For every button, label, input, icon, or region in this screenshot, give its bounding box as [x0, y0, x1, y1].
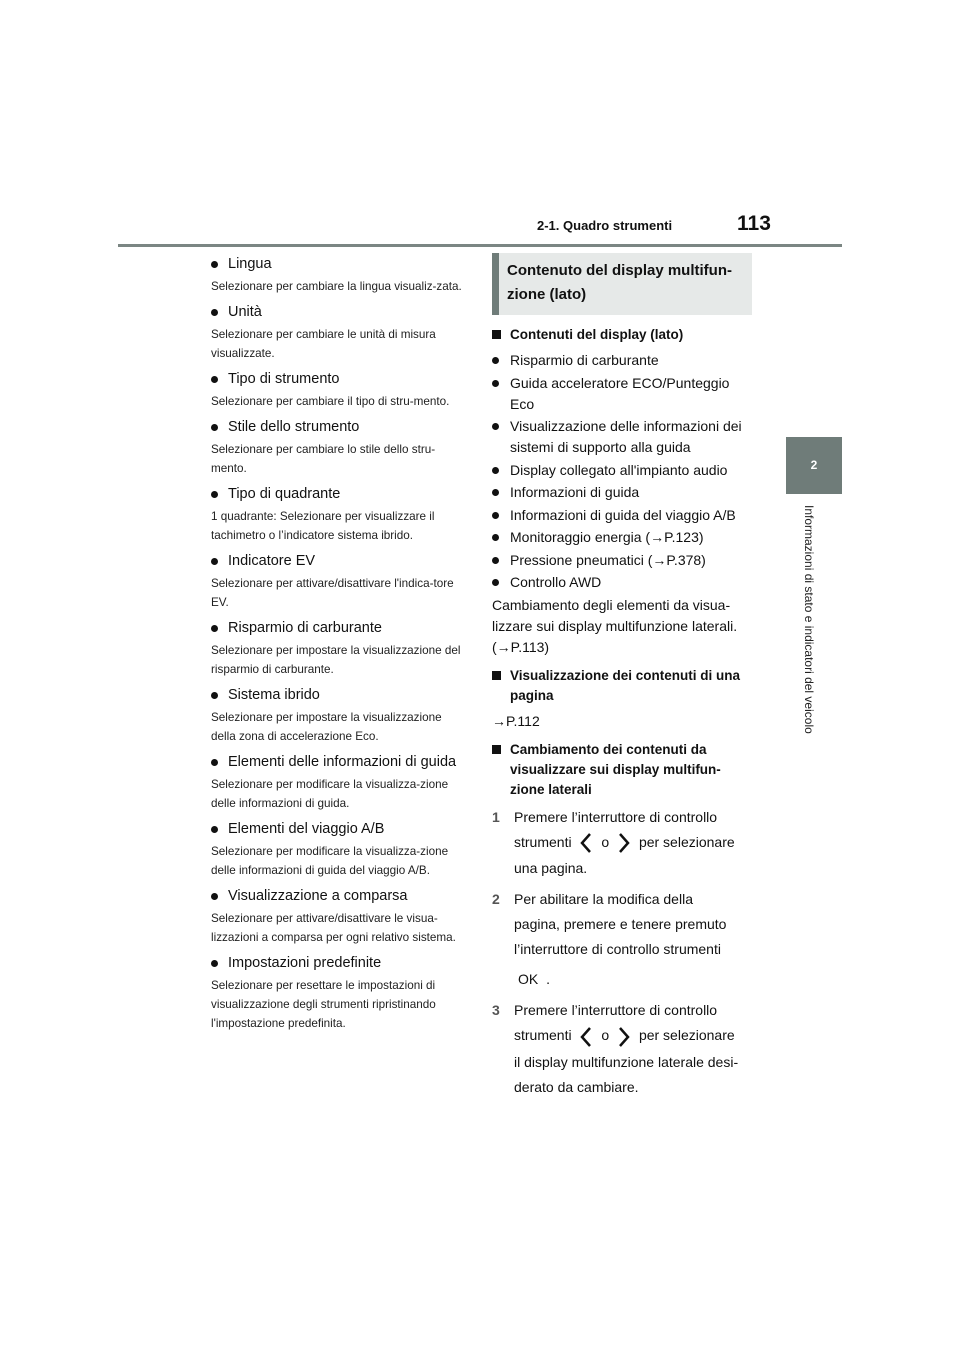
list-item: [492, 572, 752, 593]
square-bullet-icon: [492, 745, 501, 754]
item-title: Elementi delle informazioni di guida: [228, 754, 457, 770]
bullet-icon: [211, 491, 218, 498]
subheading: [492, 666, 752, 706]
bullet-icon: [492, 423, 499, 430]
chevron-left-icon: [579, 832, 593, 854]
step-text: Premere l’interruttore di controllo: [514, 809, 718, 825]
item-title: Sistema ibrido: [228, 687, 320, 703]
step-text: o: [601, 1027, 610, 1044]
list-item-text: Guida acceleratore ECO/Punteggio Eco: [510, 374, 730, 412]
section-heading-line1: Contenuto del display multifun-: [507, 262, 732, 279]
item-desc: Selezionare per cambiare il tipo di stru-mento.: [211, 395, 450, 408]
square-bullet-icon: [492, 671, 501, 680]
list-item: [492, 416, 752, 458]
list-item: [492, 505, 752, 526]
bullet-icon: [211, 558, 218, 565]
bullet-icon: [492, 489, 499, 496]
section-heading-line2: zione (lato): [507, 286, 587, 303]
section-heading-box: [492, 253, 752, 315]
chevron-right-icon: [617, 832, 631, 854]
ok-button-icon: OK: [518, 971, 539, 988]
subheading: [492, 325, 752, 345]
list-item: [211, 818, 463, 880]
list-item: [492, 350, 752, 371]
step-text: per selezionare: [638, 834, 735, 850]
step-1: [492, 806, 752, 882]
header-rule: [118, 244, 842, 247]
chapter-label: Informazioni di stato e indicatori del veicolo: [802, 505, 816, 734]
list-item: [211, 253, 463, 296]
list-item: [211, 483, 463, 545]
bullet-icon: [211, 424, 218, 431]
bullet-icon: [492, 512, 499, 519]
item-desc: Selezionare per modificare la visualizza-zione delle informazioni di guida.: [211, 778, 449, 810]
item-title: Elementi del viaggio A/B: [228, 821, 385, 837]
list-item: [211, 885, 463, 947]
step-text: Premere l’interruttore di controllo: [514, 1002, 718, 1019]
bullet-icon: [211, 759, 218, 766]
subheading-text: Contenuti del display (lato): [510, 327, 684, 342]
bullet-icon: [211, 261, 218, 268]
bullet-icon: [492, 380, 499, 387]
chevron-right-icon: [617, 1026, 631, 1048]
list-item: [211, 368, 463, 411]
step-text-line: [514, 831, 735, 854]
list-item: [211, 301, 463, 363]
chevron-left-icon: [579, 1026, 593, 1048]
list-item: [211, 684, 463, 746]
item-desc: Selezionare per modificare la visualizza-zione delle informazioni di guida del viaggio A/B.: [211, 845, 449, 877]
item-desc: 1 quadrante: Selezionare per visualizzare il tachimetro o l’indicatore sistema ibrido.: [211, 510, 435, 542]
item-title: Lingua: [228, 256, 272, 272]
item-title: Impostazioni predefinite: [228, 955, 382, 971]
item-desc: Selezionare per cambiare lo stile dello stru-mento.: [211, 443, 436, 475]
list-item-text: Informazioni di guida del viaggio A/B: [510, 506, 736, 523]
page-reference: →P.112: [492, 713, 540, 729]
item-desc: Selezionare per attivare/disattivare le visua-lizzazioni a comparsa per ogni relativo sistema.: [211, 912, 456, 944]
step-2: [492, 888, 752, 993]
bullet-icon: [211, 692, 218, 699]
item-title: Tipo di strumento: [228, 371, 340, 387]
item-desc: Selezionare per cambiare la lingua visualiz-zata.: [211, 280, 462, 293]
step-text: per selezionare: [638, 1027, 735, 1044]
list-item: [211, 751, 463, 813]
step-text: .: [546, 971, 551, 988]
bullet-icon: [211, 960, 218, 967]
item-title: Indicatore EV: [228, 553, 316, 569]
bullet-icon: [492, 467, 499, 474]
list-item: [492, 527, 752, 548]
bullet-icon: [492, 534, 499, 541]
list-item-text: Monitoraggio energia (→P.123): [510, 529, 704, 545]
right-column: [492, 253, 752, 1107]
item-desc: Selezionare per impostare la visualizzazione della zona di accelerazione Eco.: [211, 711, 442, 743]
bullet-icon: [211, 893, 218, 900]
paragraph: Cambiamento degli elementi da visua-lizzare sui display multifunzione laterali. (→P.113): [492, 597, 738, 655]
item-title: Stile dello strumento: [228, 419, 360, 435]
item-desc: Selezionare per impostare la visualizzazione del risparmio di carburante.: [211, 644, 461, 676]
bullet-icon: [211, 376, 218, 383]
step-text: il display multifunzione laterale desi-: [514, 1053, 739, 1070]
bullet-icon: [492, 557, 499, 564]
section-title: 2-1. Quadro strumenti: [537, 218, 673, 233]
step-number: 1: [492, 809, 500, 825]
step-text: pagina, premere e tenere premuto: [514, 916, 727, 933]
step-text: strumenti: [514, 1027, 572, 1044]
list-item-text: Controllo AWD: [510, 574, 602, 590]
subheading-text: Cambiamento dei contenuti da visualizzare sui display multifun-zione laterali: [510, 742, 721, 797]
step-text: o: [601, 834, 610, 850]
subheading: [492, 740, 752, 800]
step-text-line: [514, 1024, 738, 1047]
step-3: [492, 999, 752, 1100]
bullet-icon: [492, 357, 499, 364]
item-title: Unità: [228, 304, 262, 320]
item-desc: Selezionare per attivare/disattivare l'indica-tore EV.: [211, 577, 454, 609]
list-item: [492, 550, 752, 571]
list-item-text: Informazioni di guida: [510, 484, 640, 500]
left-column: [211, 253, 463, 1038]
step-number: 3: [492, 1002, 500, 1019]
list-item: [211, 416, 463, 478]
item-title: Visualizzazione a comparsa: [228, 888, 408, 904]
bullet-icon: [211, 826, 218, 833]
item-desc: Selezionare per resettare le impostazioni di visualizzazione degli strumenti ripristinando l'impostazione predefinita.: [211, 979, 436, 1030]
step-text: strumenti: [514, 834, 572, 850]
list-item: [211, 550, 463, 612]
step-text: l’interruttore di controllo strumenti: [514, 941, 721, 958]
bullet-icon: [492, 579, 499, 586]
list-item-text: Pressione pneumatici (→P.378): [510, 551, 706, 568]
square-bullet-icon: [492, 330, 501, 339]
bullet-icon: [211, 625, 218, 632]
list-item: [492, 482, 752, 503]
item-title: Risparmio di carburante: [228, 620, 382, 636]
subheading-text: Visualizzazione dei contenuti di una pagina: [510, 668, 741, 703]
page-number: 113: [737, 212, 771, 235]
step-number: 2: [492, 891, 500, 908]
item-title: Tipo di quadrante: [228, 486, 341, 502]
list-item-text: Display collegato all'impianto audio: [510, 461, 728, 478]
step-text: una pagina.: [514, 860, 588, 877]
list-item: [211, 617, 463, 679]
bullet-icon: [211, 309, 218, 316]
list-item-text: Visualizzazione delle informazioni dei sistemi di supporto alla guida: [510, 418, 742, 455]
list-item: [211, 952, 463, 1033]
list-item-text: Risparmio di carburante: [510, 352, 659, 368]
list-item: [492, 460, 752, 481]
step-text: derato da cambiare.: [514, 1078, 639, 1095]
step-text: Per abilitare la modifica della: [514, 891, 693, 908]
list-item: [492, 373, 752, 415]
step-text-line: [514, 968, 726, 990]
item-desc: Selezionare per cambiare le unità di misura visualizzate.: [211, 328, 436, 360]
chapter-number: 2: [810, 458, 818, 472]
